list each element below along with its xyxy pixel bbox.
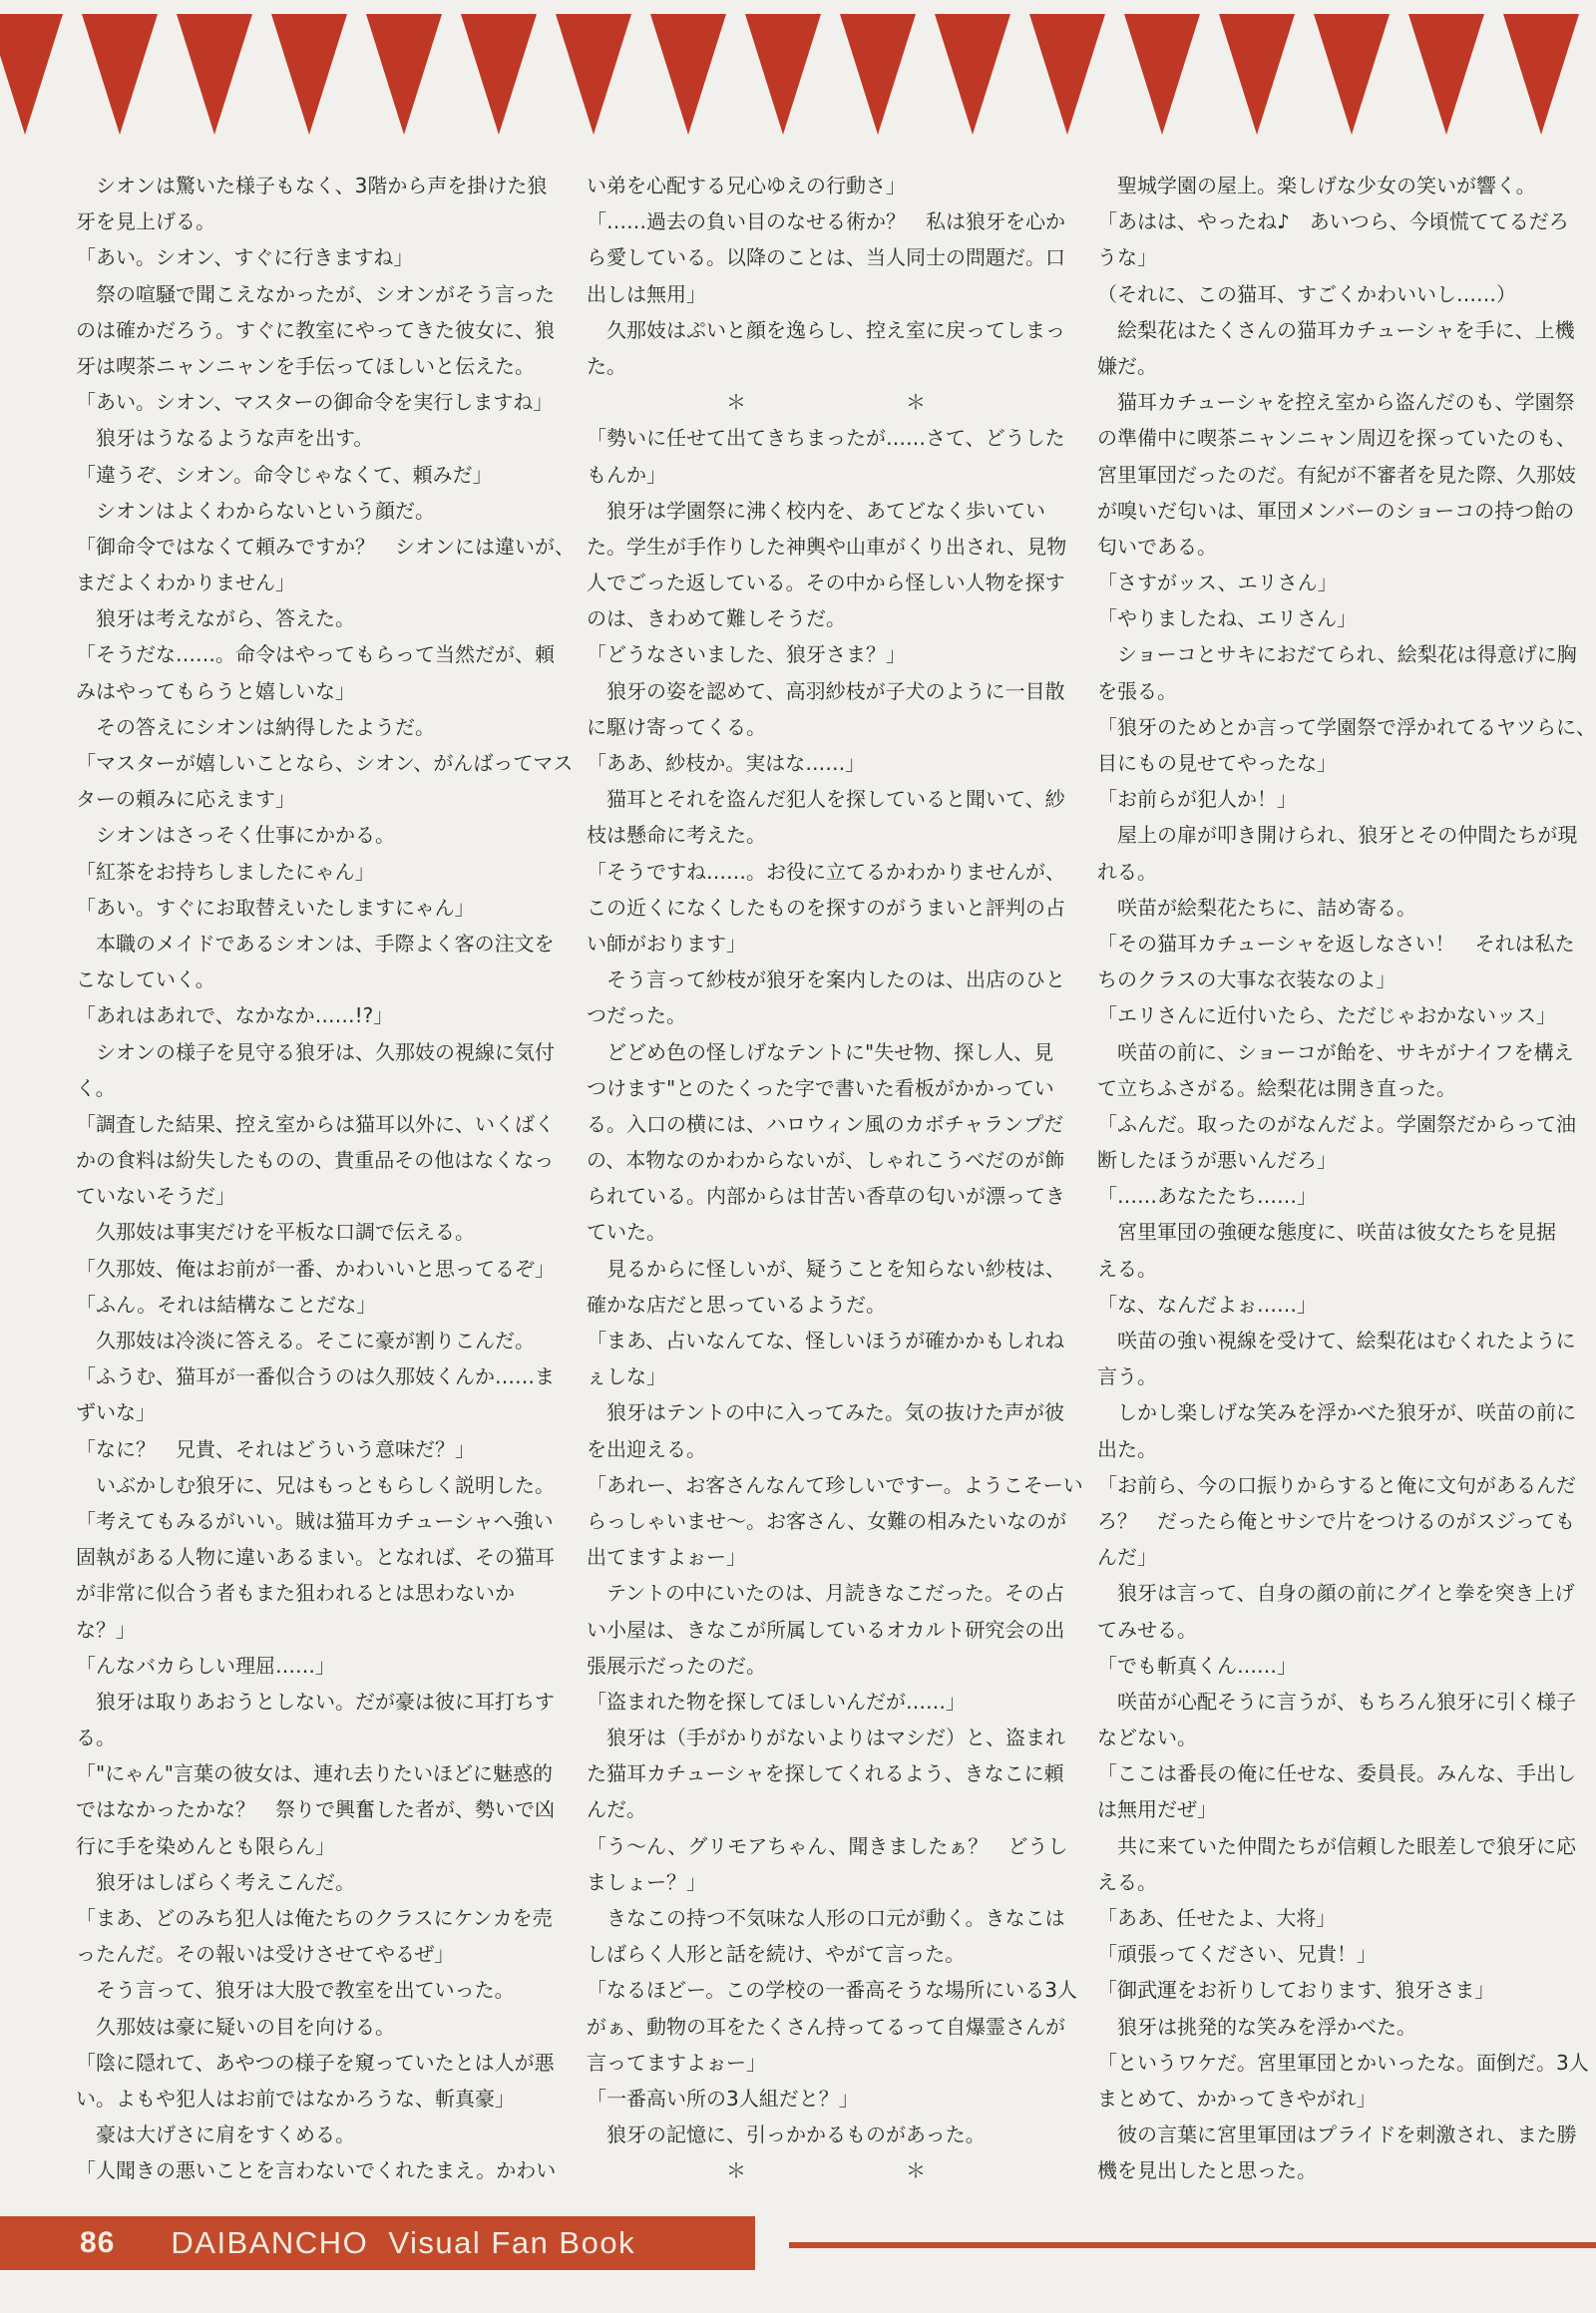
text-line: 「御命令ではなくて頼みですか？ シオンには違いが、: [76, 534, 575, 559]
text-line: 「なに？ 兄貴、それはどういう意味だ？」: [76, 1436, 475, 1461]
text-line: 「盗まれた物を探してほしいんだが……」: [587, 1689, 966, 1714]
text-line: 目にもの見せてやったな」: [1097, 751, 1337, 775]
text-line: 行に手を染めんとも限らん」: [76, 1833, 335, 1858]
text-line: た。学生が手作りした神輿や山車がくり出され、見物: [587, 534, 1067, 559]
text-line: シオンはさっそく仕事にかかる。: [76, 823, 395, 848]
text-line: 「勢いに任せて出てきちまったが……さて、どうした: [587, 426, 1065, 451]
pennant-flag: [82, 14, 158, 135]
text-line: い弟を心配する兄心ゆえの行動さ」: [587, 174, 906, 197]
text-line: 「陰に隠れて、あやつの様子を窺っていたとは人が悪: [76, 2050, 555, 2075]
text-line: を張る。: [1097, 678, 1177, 703]
text-line: きなこの持つ不気味な人形の口元が動く。きなこは: [587, 1906, 1065, 1930]
text-line: 狼牙は取りあおうとしない。だが豪は彼に耳打ちす: [76, 1689, 555, 1714]
text-line: んだ。: [587, 1797, 646, 1822]
text-line: 嫌だ。: [1097, 353, 1157, 378]
text-column-right: [1097, 168, 1596, 2189]
pennant-flag: [366, 14, 442, 135]
text-line: れる。: [1097, 859, 1157, 884]
text-line: 「お前らが犯人か！」: [1097, 787, 1297, 812]
text-line: 猫耳カチューシャを控え室から盗んだのも、学園祭: [1097, 390, 1575, 415]
text-line: 「あはは、やったね♪ あいつら、今頃慌ててるだろ: [1097, 209, 1569, 234]
text-line: 「ああ、紗枝か。実はな……」: [587, 751, 866, 775]
text-line: シオンは驚いた様子もなく、3階から声を掛けた狼: [76, 174, 548, 197]
pennant-flag: [745, 14, 821, 135]
text-line: 「ああ、任せたよ、大将」: [1097, 1906, 1337, 1930]
text-line: ぇしな」: [587, 1364, 666, 1389]
text-line: そう言って、狼牙は大股で教室を出ていった。: [76, 1978, 515, 2003]
text-line: る。入口の横には、ハロウィン風のカボチャランプだ: [587, 1111, 1064, 1136]
text-line: 「エリさんに近付いたら、ただじゃおかないッス」: [1097, 1003, 1556, 1028]
text-line: る。: [76, 1726, 116, 1750]
text-line: 祭の喧騒で聞こえなかったが、シオンがそう言った: [76, 281, 555, 306]
text-line: 張展示だったのだ。: [587, 1653, 766, 1678]
text-line: 「ふうむ、猫耳が一番似合うのは久那妓くんか……ま: [76, 1364, 555, 1389]
text-line: ら愛している。以降のことは、当人同士の問題だ。口: [587, 245, 1065, 270]
text-line: ちのクラスの大事な衣装なのよ」: [1097, 967, 1396, 992]
text-line: ＊ ＊: [587, 2158, 926, 2183]
text-line: んだ」: [1097, 1545, 1157, 1570]
text-line: 豪は大げさに肩をすくめる。: [76, 2122, 355, 2147]
text-line: 「考えてもみるがいい。賊は猫耳カチューシャへ強い: [76, 1508, 554, 1533]
text-line: らっしゃいませ～。お客さん、女難の相みたいなのが: [587, 1508, 1067, 1533]
text-column-middle: [587, 168, 1083, 2189]
pennant-flag: [1408, 14, 1484, 135]
text-line: 狼牙は挑発的な笑みを浮かべた。: [1097, 2014, 1416, 2039]
text-line: 狼牙はテントの中に入ってみた。気の抜けた声が彼: [587, 1400, 1064, 1425]
text-line: まだよくわかりません」: [76, 571, 295, 595]
footer-rule-line: [789, 2242, 1596, 2248]
text-line: 「あい。シオン、すぐに行きますね」: [76, 245, 414, 270]
text-line: ではなかったかな？ 祭りで興奮した者が、勢いで凶: [76, 1797, 555, 1822]
text-line: 「狼牙のためとか言って学園祭で浮かれてるヤツらに、: [1097, 714, 1596, 739]
text-line: 「……過去の負い目のなせる術か？ 私は狼牙を心か: [587, 209, 1065, 234]
text-line: 「ここは番長の俺に任せな、委員長。みんな、手出し: [1097, 1761, 1576, 1786]
text-line: そう言って紗枝が狼牙を案内したのは、出店のひと: [587, 967, 1065, 992]
pennant-flag: [1029, 14, 1105, 135]
pennant-flag: [840, 14, 916, 135]
text-line: （それに、この猫耳、すごくかわいいし……）: [1097, 281, 1516, 306]
text-line: 「マスターが嬉しいことなら、シオン、がんばってマス: [76, 751, 574, 775]
text-line: 「久那妓、俺はお前が一番、かわいいと思ってるぞ」: [76, 1256, 555, 1281]
text-line: 「あい。シオン、マスターの御命令を実行しますね」: [76, 390, 554, 415]
pennant-flag: [1314, 14, 1390, 135]
text-line: 言う。: [1097, 1364, 1157, 1389]
text-line: 「あれー、お客さんなんて珍しいですー。ようこそーい: [587, 1472, 1083, 1497]
text-line: 「というワケだ。宮里軍団とかいったな。面倒だ。3人: [1097, 2050, 1589, 2075]
text-line: 「ふん。それは結構なことだな」: [76, 1292, 377, 1317]
text-line: 牙は喫茶ニャンニャンを手伝ってほしいと伝えた。: [76, 353, 535, 378]
text-line: ショーコとサキにおだてられ、絵梨花は得意げに胸: [1097, 642, 1577, 667]
text-line: 狼牙は（手がかりがないよりはマシだ）と、盗まれ: [587, 1726, 1065, 1750]
text-line: 狼牙はしばらく考えこんだ。: [76, 1869, 355, 1894]
text-line: つけます"とのたくった字で書いた看板がかかってい: [587, 1075, 1054, 1100]
text-line: もんか」: [587, 462, 666, 487]
pennant-flag: [1124, 14, 1200, 135]
text-line: 久那妓は冷淡に答える。そこに豪が割りこんだ。: [76, 1329, 535, 1352]
text-line: 「まあ、占いなんてな、怪しいほうが確かかもしれね: [587, 1329, 1065, 1352]
text-line: 狼牙は考えながら、答えた。: [76, 606, 355, 631]
text-line: 咲苗の前に、ショーコが飴を、サキがナイフを構え: [1097, 1039, 1574, 1064]
text-line: 咲苗が絵梨花たちに、詰め寄る。: [1097, 895, 1416, 920]
text-line: その答えにシオンは納得したようだ。: [76, 714, 435, 739]
text-line: 「んなバカらしい理屈……」: [76, 1653, 335, 1678]
text-line: 「違うぞ、シオン。命令じゃなくて、頼みだ」: [76, 462, 493, 487]
pennant-flag: [461, 14, 537, 135]
text-line: ターの頼みに応えます」: [76, 787, 295, 812]
text-line: く。: [76, 1075, 116, 1100]
text-line: こなしていく。: [76, 967, 215, 992]
text-line: 狼牙は学園祭に沸く校内を、あてどなく歩いてい: [587, 498, 1045, 523]
text-line: が嗅いだ匂いは、軍団メンバーのショーコの持つ飴の: [1097, 498, 1575, 523]
footer-bar: [0, 2216, 755, 2270]
text-line: 「その猫耳カチューシャを返しなさい！ それは私た: [1097, 931, 1575, 956]
text-line: 狼牙は言って、自身の顔の前にグイと拳を突き上げ: [1097, 1581, 1575, 1606]
text-line: な？」: [76, 1617, 136, 1642]
text-line: 「やりましたね、エリさん」: [1097, 606, 1357, 631]
pennant-flag: [0, 14, 63, 135]
text-line: 狼牙はうなるような声を出す。: [76, 426, 374, 451]
text-line: 聖城学園の屋上。楽しげな少女の笑いが響く。: [1097, 174, 1536, 197]
text-line: 「まあ、どのみち犯人は俺たちのクラスにケンカを売: [76, 1906, 553, 1930]
text-line: しかし楽しげな笑みを浮かべた狼牙が、咲苗の前に: [1097, 1400, 1576, 1425]
text-line: かの食料は紛失したものの、貴重品その他はなくなっ: [76, 1148, 555, 1173]
book-title: DAIBANCHO Visual Fan Book: [171, 2225, 636, 2260]
text-line: テントの中にいたのは、月読きなこだった。その占: [587, 1581, 1064, 1606]
text-line: える。: [1097, 1869, 1157, 1894]
text-line: い師がおります」: [587, 931, 746, 956]
text-line: ましょー？」: [587, 1869, 706, 1894]
pennant-flag: [650, 14, 726, 135]
text-line: シオンはよくわからないという顔だ。: [76, 498, 435, 523]
text-line: ずいな」: [76, 1400, 156, 1425]
text-line: える。: [1097, 1256, 1157, 1281]
page-number: 86: [80, 2226, 116, 2259]
text-line: 宮里軍団の強硬な態度に、咲苗は彼女たちを見据: [1097, 1220, 1556, 1245]
text-line: 「ふんだ。取ったのがなんだよ。学園祭だからって油: [1097, 1111, 1576, 1136]
text-line: 咲苗が心配そうに言うが、もちろん狼牙に引く様子: [1097, 1689, 1576, 1714]
text-line: ていた。: [587, 1220, 666, 1245]
text-line: などない。: [1097, 1726, 1197, 1750]
text-line: 出た。: [1097, 1436, 1157, 1461]
text-line: みはやってもらうと嬉しいな」: [76, 678, 355, 703]
text-line: 言ってますよぉー」: [587, 2050, 766, 2075]
text-line: は無用だぜ」: [1097, 1797, 1217, 1822]
text-line: 確かな店だと思っているようだ。: [587, 1292, 886, 1317]
pennant-flag: [935, 14, 1010, 135]
text-line: 屋上の扉が叩き開けられ、狼牙とその仲間たちが現: [1097, 823, 1578, 848]
text-line: の、本物なのかわからないが、しゃれこうべだのが飾: [587, 1148, 1065, 1173]
text-line: 「どうなさいました、狼牙さま？」: [587, 642, 906, 667]
text-line: 久那妓は事実だけを平板な口調で伝える。: [76, 1220, 475, 1245]
text-line: て立ちふさがる。絵梨花は開き直った。: [1097, 1075, 1456, 1100]
text-line: 「……あなたたち……」: [1097, 1184, 1317, 1209]
text-line: まとめて、かかってきやがれ」: [1097, 2086, 1377, 2111]
text-line: 「頑張ってください、兄貴！」: [1097, 1942, 1377, 1967]
text-line: られている。内部からは甘苦い香草の匂いが漂ってき: [587, 1184, 1065, 1209]
text-line: 「一番高い所の3人組だと？」: [587, 2086, 859, 2111]
text-line: しばらく人形と話を続け、やがて言った。: [587, 1942, 966, 1967]
text-line: 本職のメイドであるシオンは、手際よく客の注文を: [76, 931, 555, 956]
text-line: うな」: [1097, 245, 1157, 270]
text-line: 「調査した結果、控え室からは猫耳以外に、いくばく: [76, 1111, 555, 1136]
text-line: 断したほうが悪いんだろ」: [1097, 1148, 1337, 1173]
text-line: つだった。: [587, 1003, 686, 1028]
text-line: 「お前ら、今の口振りからすると俺に文句があるんだ: [1097, 1472, 1576, 1497]
text-line: い。よもや犯人はお前ではなかろうな、斬真豪」: [76, 2086, 515, 2111]
text-line: い小屋は、きなこが所属しているオカルト研究会の出: [587, 1617, 1065, 1642]
text-line: どどめ色の怪しげなテントに"失せ物、探し人、見: [587, 1039, 1054, 1064]
text-line: 猫耳とそれを盗んだ犯人を探していると聞いて、紗: [587, 787, 1065, 812]
text-line: 絵梨花はたくさんの猫耳カチューシャを手に、上機: [1097, 317, 1575, 342]
text-line: シオンの様子を見守る狼牙は、久那妓の視線に気付: [76, 1039, 555, 1064]
text-line: 狼牙の姿を認めて、高羽紗枝が子犬のように一目散: [587, 678, 1065, 703]
text-line: の準備中に喫茶ニャンニャン周辺を探っていたのも、: [1097, 426, 1576, 451]
text-line: 「そうだな……。命令はやってもらって当然だが、頼: [76, 642, 555, 667]
text-line: 彼の言葉に宮里軍団はプライドを刺激され、また勝: [1097, 2122, 1577, 2147]
text-line: 「あい。すぐにお取替えいたしますにゃん」: [76, 895, 475, 920]
text-line: 「御武運をお祈りしております、狼牙さま」: [1097, 1978, 1495, 2003]
text-line: 久那妓は豪に疑いの目を向ける。: [76, 2014, 395, 2039]
text-line: のは、きわめて難しそうだ。: [587, 606, 846, 631]
text-line: 「う～ん、グリモアちゃん、聞きましたぁ？ どうし: [587, 1833, 1068, 1858]
text-line: 「紅茶をお持ちしましたにゃん」: [76, 859, 375, 884]
text-line: がぁ、動物の耳をたくさん持ってるって自爆霊さんが: [587, 2014, 1065, 2039]
text-line: 匂いである。: [1097, 534, 1217, 559]
text-line: ったんだ。その報いは受けさせてやるぜ」: [76, 1942, 455, 1967]
text-line: た猫耳カチューシャを探してくれるよう、きなこに頼: [587, 1761, 1064, 1786]
text-line: ろ？ だったら俺とサシで片をつけるのがスジっても: [1097, 1508, 1575, 1533]
text-line: 「そうですね……。お役に立てるかわかりませんが、: [587, 859, 1065, 884]
text-line: のは確かだろう。すぐに教室にやってきた彼女に、狼: [76, 317, 555, 342]
text-line: ＊ ＊: [587, 390, 926, 415]
text-line: てみせる。: [1097, 1617, 1197, 1642]
text-line: いぶかしむ狼牙に、兄はもっともらしく説明した。: [76, 1472, 555, 1497]
text-line: 人でごった返している。その中から怪しい人物を探す: [587, 571, 1065, 595]
pennant-banner: [0, 14, 1579, 135]
text-line: 出しは無用」: [587, 281, 706, 306]
text-line: た。: [587, 353, 626, 378]
text-line: 咲苗の強い視線を受けて、絵梨花はむくれたように: [1097, 1329, 1576, 1352]
text-line: 固執がある人物に違いあるまい。となれば、その猫耳: [76, 1545, 555, 1570]
text-line: 久那妓はぷいと顔を逸らし、控え室に戻ってしまっ: [587, 317, 1065, 342]
pennant-flag: [271, 14, 347, 135]
text-line: が非常に似合う者もまた狙われるとは思わないか: [76, 1581, 515, 1606]
text-line: を出迎える。: [587, 1436, 706, 1461]
text-line: 「でも斬真くん……」: [1097, 1653, 1297, 1678]
text-line: ていないそうだ」: [76, 1184, 235, 1209]
pennant-flag: [556, 14, 631, 135]
text-line: 枝は懸命に考えた。: [587, 823, 766, 848]
text-line: 「さすがッス、エリさん」: [1097, 571, 1338, 595]
text-line: 「あれはあれで、なかなか……!?」: [76, 1003, 394, 1028]
text-line: 「人聞きの悪いことを言わないでくれたまえ。かわい: [76, 2158, 557, 2183]
pennant-flag: [1219, 14, 1295, 135]
text-line: 牙を見上げる。: [76, 209, 215, 234]
text-line: 見るからに怪しいが、疑うことを知らない紗枝は、: [587, 1256, 1065, 1281]
text-line: に駆け寄ってくる。: [587, 714, 766, 739]
text-line: 「な、なんだよぉ……」: [1097, 1292, 1317, 1317]
text-line: 「"にゃん"言葉の彼女は、連れ去りたいほどに魅惑的: [76, 1761, 553, 1786]
text-line: 機を見出したと思った。: [1097, 2158, 1317, 2183]
text-line: 宮里軍団だったのだ。有紀が不審者を見た際、久那妓: [1097, 462, 1576, 487]
text-line: 共に来ていた仲間たちが信頼した眼差しで狼牙に応: [1097, 1833, 1576, 1858]
text-line: この近くになくしたものを探すのがうまいと評判の占: [587, 895, 1065, 920]
text-line: 出てますよぉー」: [587, 1545, 746, 1570]
text-column-left: [76, 168, 575, 2189]
pennant-flag: [177, 14, 252, 135]
pennant-flag: [1503, 14, 1579, 135]
text-line: 狼牙の記憶に、引っかかるものがあった。: [587, 2122, 986, 2147]
text-line: 「なるほどー。この学校の一番高そうな場所にいる3人: [587, 1978, 1077, 2003]
